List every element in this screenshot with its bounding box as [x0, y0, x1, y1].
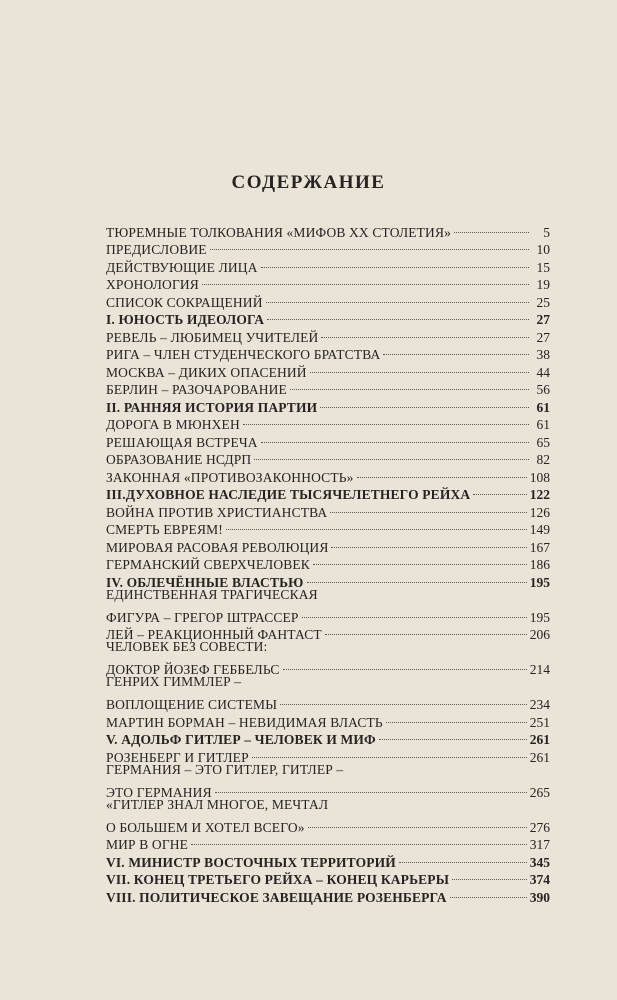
toc-entry-title: СПИСОК СОКРАЩЕНИЙ: [106, 294, 263, 310]
toc-page-number: 195: [529, 609, 550, 625]
toc-page-number: 390: [529, 889, 550, 905]
toc-entry-title: ФИГУРА – ГРЕГОР ШТРАССЕР: [106, 609, 299, 625]
toc-page-number: 61: [536, 417, 550, 432]
toc-page-number: 149: [529, 522, 550, 537]
toc-entry-title: ГЕНРИХ ГИММЛЕР –: [106, 674, 242, 689]
dot-leader: [243, 407, 529, 426]
toc-entry-title: «ГИТЛЕР ЗНАЛ МНОГОЕ, МЕЧТАЛ: [106, 796, 329, 812]
dot-leader: [210, 232, 529, 251]
dot-leader: [330, 494, 526, 513]
toc-entry-title: ГЕРМАНИЯ – ЭТО ГИТЛЕР, ГИТЛЕР –: [106, 761, 344, 777]
toc-entry-title: V. АДОЛЬФ ГИТЛЕР – ЧЕЛОВЕК И МИФ: [106, 732, 376, 747]
toc-page-number: 65: [536, 434, 550, 450]
dot-leader: [331, 529, 526, 548]
dot-leader: [267, 302, 529, 321]
toc-page-number: 251: [529, 714, 550, 730]
dot-leader: [320, 389, 529, 408]
toc-page-number: 317: [529, 837, 550, 852]
toc-page-number: 167: [529, 539, 550, 555]
toc-entry-title: ГЕРМАНСКИЙ СВЕРХЧЕЛОВЕК: [106, 557, 310, 572]
toc-entry-title: ЗАКОННАЯ «ПРОТИВОЗАКОННОСТЬ»: [106, 469, 354, 485]
toc-page-number: 195: [529, 574, 550, 590]
dot-leader: [261, 424, 529, 443]
dot-leader: [254, 442, 529, 461]
toc-entry-title: СМЕРТЬ ЕВРЕЯМ!: [106, 522, 223, 537]
toc-entry-title: РОЗЕНБЕРГ И ГИТЛЕР: [106, 749, 249, 765]
toc-page-number: 265: [529, 784, 550, 800]
toc-entry-title: ЛЕЙ – РЕАКЦИОННЫЙ ФАНТАСТ: [106, 627, 322, 642]
dot-leader: [280, 687, 527, 706]
toc-page-number: 234: [529, 697, 550, 712]
toc-entry-title: IV. ОБЛЕЧЁННЫЕ ВЛАСТЬЮ: [106, 574, 304, 590]
toc-entry-title: ХРОНОЛОГИЯ: [106, 277, 199, 292]
toc-page-number: 126: [529, 504, 550, 520]
dot-leader: [383, 337, 529, 356]
dot-leader: [325, 617, 527, 636]
toc-entry-title: ОБРАЗОВАНИЕ НСДРП: [106, 452, 252, 467]
toc-entry-title: МАРТИН БОРМАН – НЕВИДИМАЯ ВЛАСТЬ: [106, 714, 383, 730]
toc-entry-title: VI. МИНИСТР ВОСТОЧНЫХ ТЕРРИТОРИЙ: [106, 854, 396, 870]
toc-entry-title: РЕШАЮЩАЯ ВСТРЕЧА: [106, 434, 258, 450]
toc-page-number: 261: [529, 732, 550, 747]
dot-leader: [202, 267, 529, 286]
dot-leader: [454, 214, 529, 233]
dot-leader: [191, 827, 527, 846]
toc-entry-title: МИР В ОГНЕ: [106, 837, 189, 852]
toc-page-number: 108: [529, 469, 550, 485]
page-title: СОДЕРЖАНИЕ: [231, 172, 386, 193]
toc-page-number: 27: [536, 312, 550, 327]
toc-entry-title: ЧЕЛОВЕК БЕЗ СОВЕСТИ:: [106, 639, 268, 654]
toc-page-number: 10: [536, 242, 550, 257]
toc-entry-title: БЕРЛИН – РАЗОЧАРОВАНИЕ: [106, 382, 287, 397]
dot-leader: [321, 319, 529, 338]
toc-page-number: 25: [536, 294, 550, 310]
dot-leader: [379, 722, 527, 741]
dot-leader: [473, 477, 526, 496]
dot-leader: [357, 459, 527, 478]
toc-entry-title: МОСКВА – ДИКИХ ОПАСЕНИЙ: [106, 364, 307, 380]
toc-entry: [106, 778, 550, 800]
toc-entry-title: РИГА – ЧЛЕН СТУДЕНЧЕСКОГО БРАТСТВА: [106, 347, 381, 362]
dot-leader: [307, 564, 527, 583]
toc-page-number: 186: [529, 557, 550, 572]
toc-entry-title: ПРЕДИСЛОВИЕ: [106, 242, 207, 257]
toc-entry-title: МИРОВАЯ РАСОВАЯ РЕВОЛЮЦИЯ: [106, 539, 329, 555]
dot-leader: [450, 879, 527, 898]
dot-leader: [386, 704, 527, 723]
toc-page-number: 38: [536, 347, 550, 362]
toc-entry: [106, 656, 550, 677]
toc-entry-title: ВОПЛОЩЕНИЕ СИСТЕМЫ: [106, 697, 278, 712]
toc-page-number: 276: [529, 819, 550, 835]
toc-page-number: 27: [536, 329, 550, 345]
toc-entry-title: ДЕЙСТВУЮЩИЕ ЛИЦА: [106, 259, 258, 275]
toc-page-number: 19: [536, 277, 550, 292]
toc-page-number: 345: [529, 854, 550, 870]
dot-leader: [290, 372, 529, 391]
toc-page-number: 374: [529, 872, 550, 887]
table-of-contents: [106, 218, 550, 905]
toc-entry-title: VIII. ПОЛИТИЧЕСКОЕ ЗАВЕЩАНИЕ РОЗЕНБЕРГА: [106, 889, 447, 905]
toc-page-number: 15: [536, 259, 550, 275]
toc-entry-title: VII. КОНЕЦ ТРЕТЬЕГО РЕЙХА – КОНЕЦ КАРЬЕРЫ: [106, 872, 450, 887]
toc-page-number: 206: [529, 627, 550, 642]
toc-entry-title: II. РАННЯЯ ИСТОРИЯ ПАРТИИ: [106, 399, 318, 415]
dot-leader: [310, 354, 529, 373]
toc-page-number: 5: [543, 224, 550, 240]
dot-leader: [302, 599, 527, 618]
dot-leader: [283, 652, 527, 671]
toc-page-number: 261: [529, 749, 550, 765]
dot-leader: [266, 284, 529, 303]
toc-page-number: 44: [536, 364, 550, 380]
toc-entry-title: ДОРОГА В МЮНХЕН: [106, 417, 240, 432]
dot-leader: [226, 512, 527, 531]
toc-entry-title: I. ЮНОСТЬ ИДЕОЛОГА: [106, 312, 265, 327]
dot-leader: [452, 862, 527, 881]
dot-leader: [399, 844, 527, 863]
toc-entry-title: ВОЙНА ПРОТИВ ХРИСТИАНСТВА: [106, 504, 328, 520]
dot-leader: [215, 774, 527, 793]
toc-entry-title: III.ДУХОВНОЕ НАСЛЕДИЕ ТЫСЯЧЕЛЕТНЕГО РЕЙХА: [106, 487, 471, 502]
toc-entry-title: РЕВЕЛЬ – ЛЮБИМЕЦ УЧИТЕЛЕЙ: [106, 329, 319, 345]
toc-page-number: 122: [529, 487, 550, 502]
toc-page-number: 82: [536, 452, 550, 467]
toc-entry-title: ЭТО ГЕРМАНИЯ: [106, 784, 212, 800]
toc-page-number: 61: [536, 399, 550, 415]
toc-entry-title: ТЮРЕМНЫЕ ТОЛКОВАНИЯ «МИФОВ XX СТОЛЕТИЯ»: [106, 224, 452, 240]
toc-entry-title: О БОЛЬШЕМ И ХОТЕЛ ВСЕГО»: [106, 819, 305, 835]
toc-page-number: 214: [529, 662, 550, 677]
dot-leader: [252, 739, 527, 758]
dot-leader: [308, 809, 527, 828]
dot-leader: [313, 547, 527, 566]
toc-page-number: 56: [536, 382, 550, 397]
toc-entry-title: ЕДИНСТВЕННАЯ ТРАГИЧЕСКАЯ: [106, 586, 318, 602]
dot-leader: [261, 249, 529, 268]
toc-entry-title: ДОКТОР ЙОЗЕФ ГЕББЕЛЬС: [106, 662, 280, 677]
